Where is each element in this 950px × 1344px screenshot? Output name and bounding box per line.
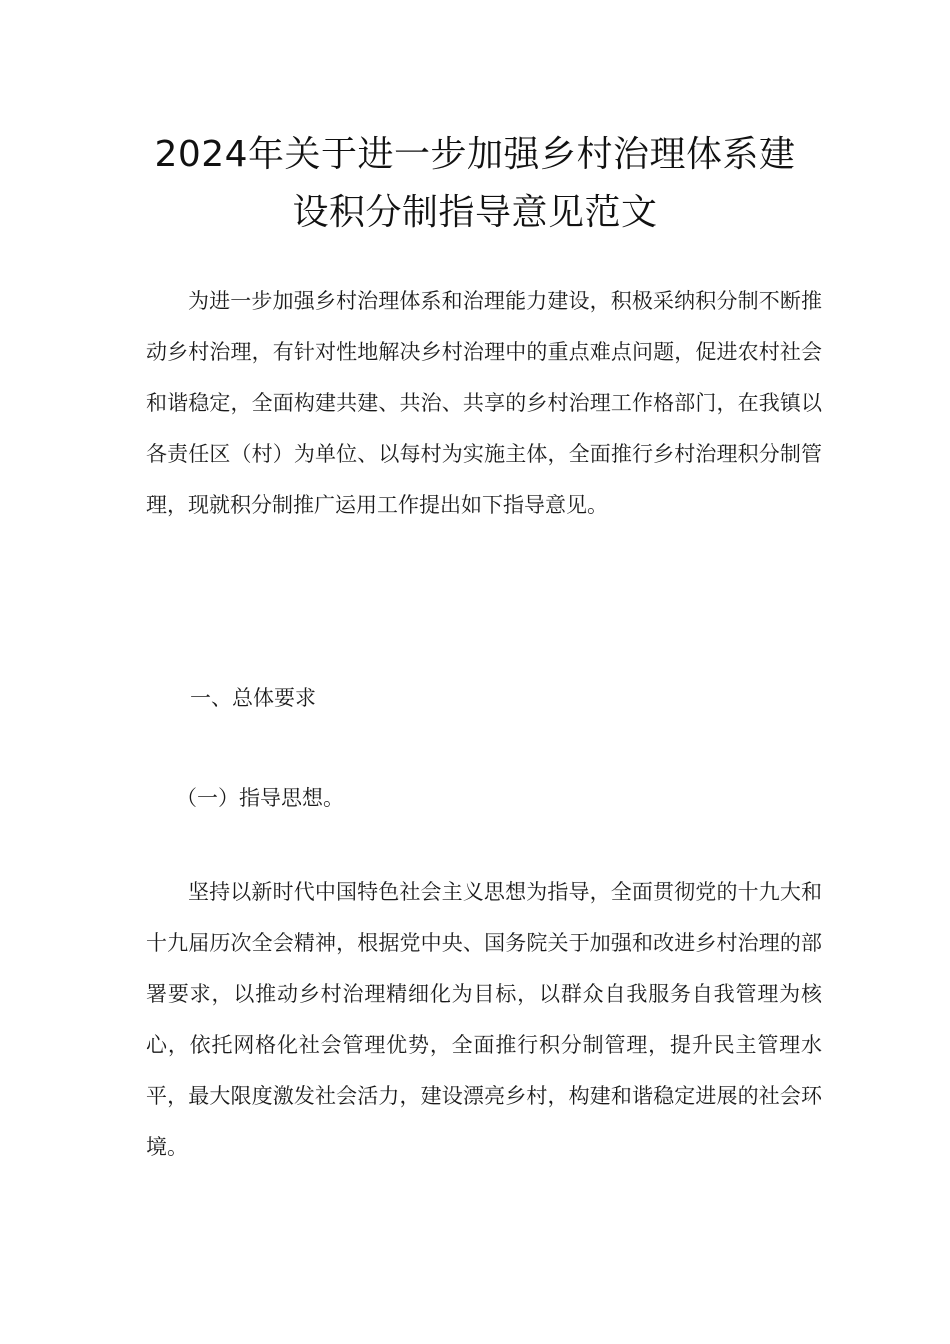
subsection-heading: （一）指导思想。 [176, 786, 344, 810]
guiding-paragraph: 坚持以新时代中国特色社会主义思想为指导，全面贯彻党的十九大和十九届历次全会精神，根据党中央、国务院关于加强和改进乡村治理的部署要求，以推动乡村治理精细化为目标，以群众自我服务自我管理为核心，依托网格化社会管理优势，全面推行积分制管理，提升民主管理水平，最大限度激发社会活力，建设漂亮乡村，构建和谐稳定进展的社会环境。 [146, 880, 822, 1159]
title-line-1: 2024年关于进一步加强乡村治理体系建 [154, 134, 796, 175]
intro-paragraph: 为进一步加强乡村治理体系和治理能力建设，积极采纳积分制不断推动乡村治理，有针对性地解决乡村治理中的重点难点问题，促进农村社会和谐稳定，全面构建共建、共治、共享的乡村治理工作格部门，在我镇以各责任区（村）为单位、以每村为实施主体，全面推行乡村治理积分制管理，现就积分制推广运用工作提出如下指导意见。 [146, 289, 822, 517]
document-title [110, 126, 840, 242]
section-heading: 一、总体要求 [190, 686, 316, 710]
title-line-2: 设积分制指导意见范文 [292, 192, 658, 233]
